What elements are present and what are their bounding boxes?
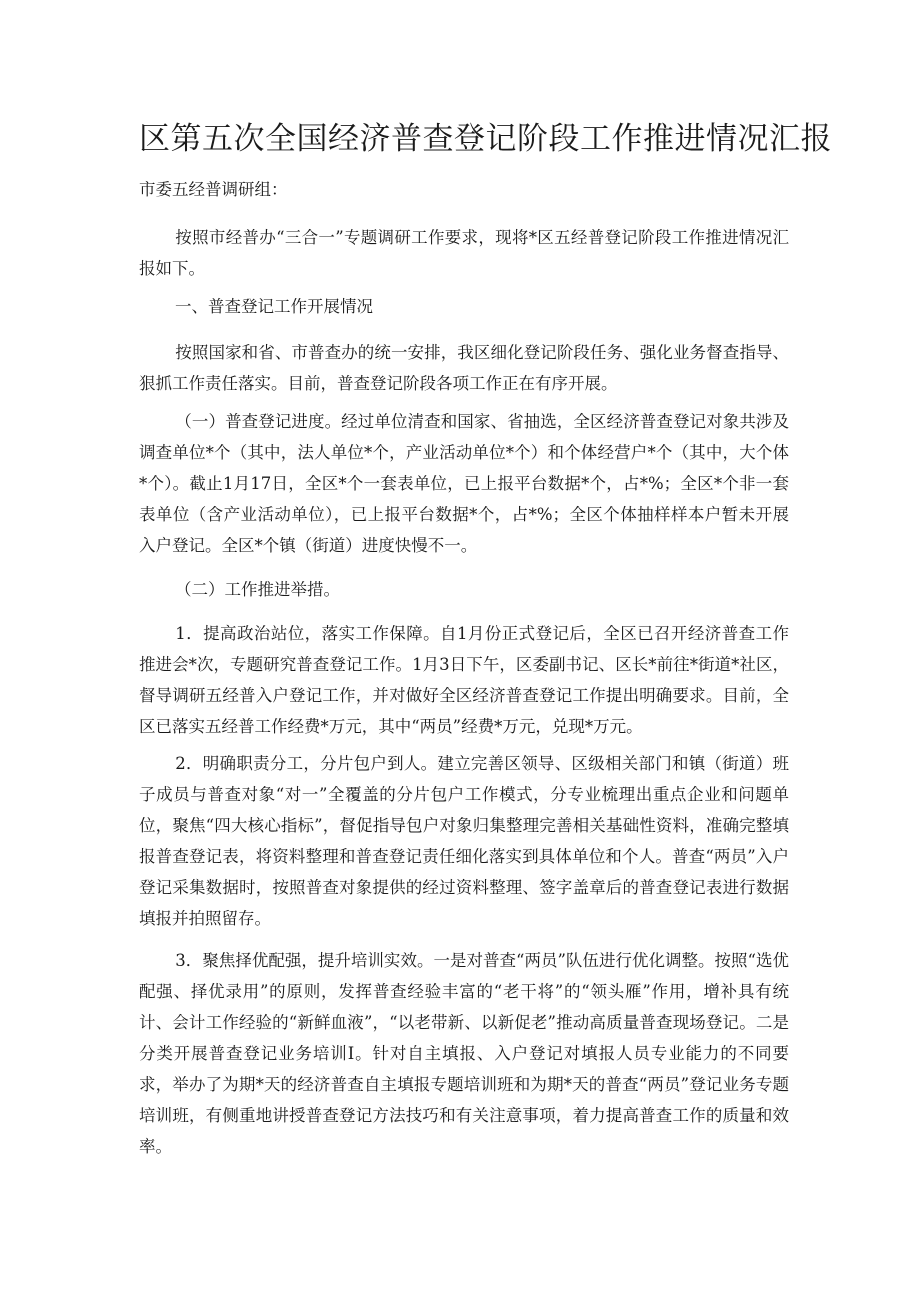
- section-1-intro-paragraph: 按照国家和省、市普查办的统一安排，我区细化登记阶段任务、强化业务督查指导、狠抓工作责任落实。目前，普查登记阶段各项工作正在有序开展。: [139, 343, 789, 393]
- measure-3-paragraph: 3．聚焦择优配强，提升培训实效。一是对普查“两员”队伍进行优化调整。按照“选优配强、择优录用”的原则，发挥普查经验丰富的“老干将”的“领头雁”作用，增补具有统计、会计工作经验的“新鲜血液”，“以老带新、以新促老”推动高质量普查现场登记。二是分类开展普查登记业务培训Ⅰ。针对自主填报、入户登记对填报人员专业能力的不同要求，举办了为期*天的经济普查自主填报专题培训班和为期*天的普查“两员”登记业务专题培训班，有侧重地讲授普查登记方法技巧和有关注意事项，着力提高普查工作的质量和效率。: [139, 951, 789, 1156]
- measure-2-paragraph: 2．明确职责分工，分片包户到人。建立完善区领导、区级相关部门和镇（街道）班子成员与普查对象“对一”全覆盖的分片包户工作模式，分专业梳理出重点企业和问题单位，聚焦“四大核心指标”，督促指导包户对象归集整理完善相关基础性资料，准确完整填报普查登记表，将资料整理和普查登记责任细化落实到具体单位和个人。普查“两员”入户登记采集数据时，按照普查对象提供的经过资料整理、签字盖章后的普查登记表进行数据填报并拍照留存。: [139, 754, 789, 928]
- subsection-2-heading: （二）工作推进举措。: [175, 580, 340, 599]
- measure-1-paragraph: 1．提高政治站位，落实工作保障。自1月份正式登记后，全区已召开经济普查工作推进会*次，专题研究普查登记工作。1月3日下午，区委副书记、区长*前往*街道*社区，督导调研五经普入户登记工作，并对做好全区经济普查登记工作提出明确要求。目前，全区已落实五经普工作经费*万元，其中“两员”经费*万元，兑现*万元。: [139, 624, 789, 736]
- section-1-heading: 一、普查登记工作开展情况: [175, 297, 373, 316]
- intro-paragraph: 按照市经普办“三合一”专题调研工作要求，现将*区五经普登记阶段工作推进情况汇报如下。: [139, 228, 789, 278]
- document-title: 区第五次全国经济普查登记阶段工作推进情况汇报: [139, 121, 832, 157]
- salutation: 市委五经普调研组：: [139, 180, 288, 199]
- subsection-1-paragraph: （一）普查登记进度。经过单位清查和国家、省抽选，全区经济普查登记对象共涉及调查单位*个（其中，法人单位*个，产业活动单位*个）和个体经营户*个（其中，大个体*个）。截止1月17日，全区*个一套表单位，已上报平台数据*个，占*%；全区*个非一套表单位（含产业活动单位），已上报平台数据*个，占*%；全区个体抽样样本户暂未开展入户登记。全区*个镇（街道）进度快慢不一。: [139, 412, 789, 555]
